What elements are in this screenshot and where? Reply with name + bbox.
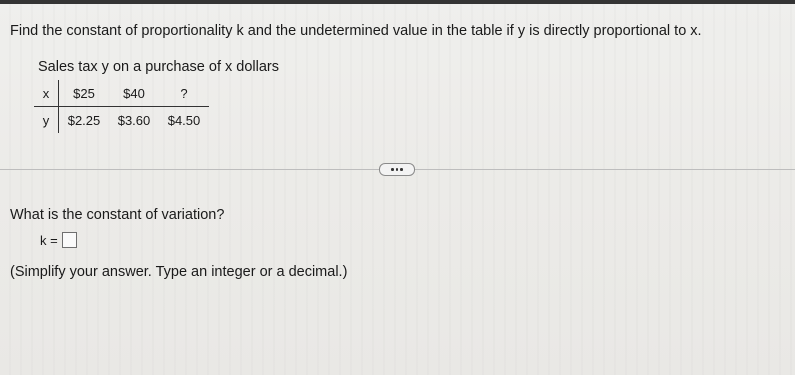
answer-input[interactable] — [62, 232, 77, 248]
ellipsis-icon — [391, 168, 394, 171]
question-text: Find the constant of proportionality k and the undetermined value in the table if y is directly proportional to x. — [10, 23, 702, 39]
answer-row — [40, 232, 77, 248]
table-row-x — [34, 80, 209, 107]
expand-more-button[interactable] — [379, 163, 415, 176]
ellipsis-icon — [400, 168, 403, 171]
answer-label: k = — [40, 232, 58, 248]
x-value-cell: $25 — [59, 80, 110, 107]
sub-question: What is the constant of variation? — [10, 207, 225, 223]
ellipsis-icon — [396, 168, 399, 171]
y-value-cell: $3.60 — [117, 112, 151, 128]
proportion-table — [34, 80, 209, 133]
row-label-x: x — [34, 80, 59, 107]
top-border — [0, 0, 795, 4]
table-row-y — [34, 107, 209, 134]
table-caption: Sales tax y on a purchase of x dollars — [38, 59, 279, 75]
x-unknown-cell: ? — [159, 80, 209, 107]
y-value-cell: $2.25 — [67, 112, 101, 128]
instruction-text: (Simplify your answer. Type an integer or a decimal.) — [10, 264, 348, 280]
y-value-cell: $4.50 — [167, 112, 201, 128]
row-label-y: y — [34, 107, 59, 134]
x-value-cell: $40 — [109, 80, 159, 107]
